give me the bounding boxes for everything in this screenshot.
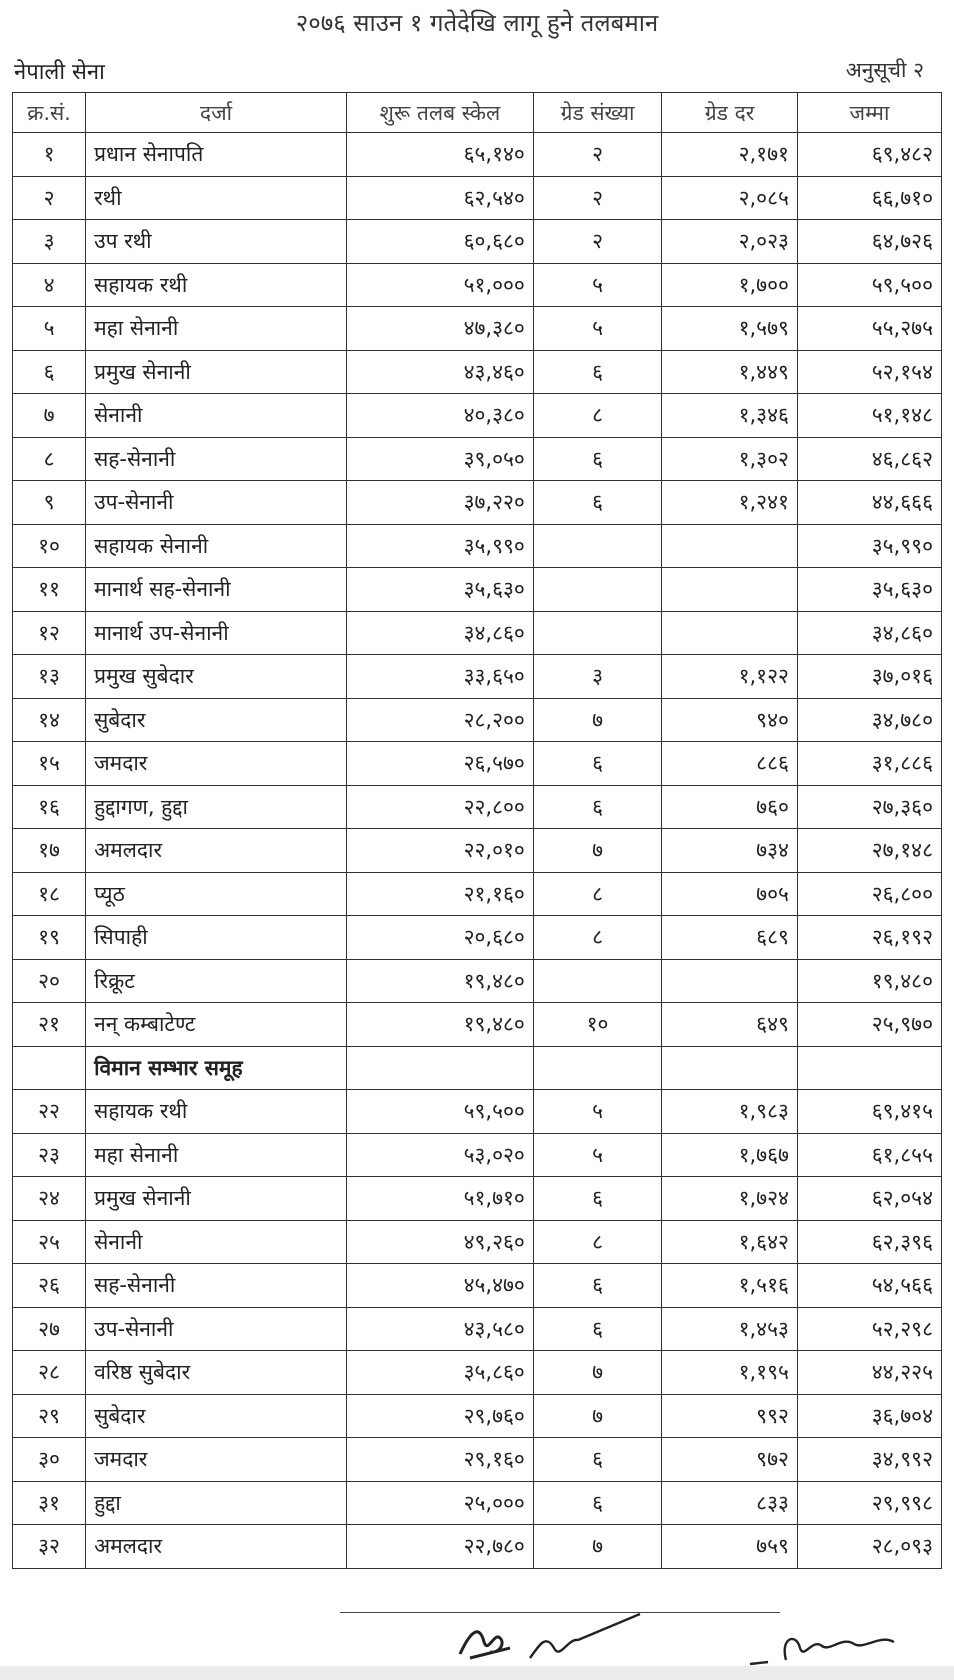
cell-serial: १९ — [13, 916, 86, 960]
cell-grade-count: ५ — [533, 1090, 661, 1134]
cell-serial: १५ — [13, 742, 86, 786]
cell-grade-rate — [662, 568, 798, 612]
cell-total: ५२,१५४ — [797, 350, 941, 394]
cell-starting-scale: ३५,९९० — [347, 524, 534, 568]
cell-grade-rate: १,९८३ — [662, 1090, 798, 1134]
cell-rank: जमदार — [86, 742, 347, 786]
cell-serial: १६ — [13, 785, 86, 829]
table-row — [13, 655, 942, 699]
table-row — [13, 176, 942, 220]
cell-starting-scale: २०,६८० — [347, 916, 534, 960]
cell-total: ५५,२७५ — [797, 307, 941, 351]
cell-starting-scale: २९,७६० — [347, 1394, 534, 1438]
cell-grade-count — [533, 1046, 661, 1090]
table-row — [13, 220, 942, 264]
cell-rank: जमदार — [86, 1438, 347, 1482]
cell-grade-rate: १,१२२ — [662, 655, 798, 699]
cell-starting-scale: २१,१६० — [347, 872, 534, 916]
cell-rank: महा सेनानी — [86, 307, 347, 351]
cell-starting-scale: १९,४८० — [347, 959, 534, 1003]
signature-3 — [750, 1639, 894, 1664]
cell-grade-rate: ७५९ — [662, 1525, 798, 1569]
cell-grade-count: ५ — [533, 307, 661, 351]
cell-grade-count: ६ — [533, 1177, 661, 1221]
cell-grade-count: ६ — [533, 1438, 661, 1482]
cell-grade-count: ६ — [533, 437, 661, 481]
cell-grade-count: २ — [533, 176, 661, 220]
table-row — [13, 1351, 942, 1395]
cell-grade-rate: ८३३ — [662, 1481, 798, 1525]
cell-starting-scale: ३७,२२० — [347, 481, 534, 525]
cell-serial: १० — [13, 524, 86, 568]
cell-serial: १७ — [13, 829, 86, 873]
cell-total: २७,३६० — [797, 785, 941, 829]
cell-grade-count — [533, 959, 661, 1003]
cell-serial: ३१ — [13, 1481, 86, 1525]
cell-grade-rate: ९४० — [662, 698, 798, 742]
cell-total: १९,४८० — [797, 959, 941, 1003]
organization-name: नेपाली सेना — [14, 60, 105, 85]
cell-rank: प्रमुख सुबेदार — [86, 655, 347, 699]
cell-grade-count: ८ — [533, 916, 661, 960]
cell-rank: महा सेनानी — [86, 1133, 347, 1177]
cell-rank: प्रधान सेनापति — [86, 133, 347, 177]
cell-grade-count: ६ — [533, 481, 661, 525]
table-header-row — [13, 93, 942, 133]
cell-total: २५,९७० — [797, 1003, 941, 1047]
cell-total: ६१,८५५ — [797, 1133, 941, 1177]
col-header-starting-scale: शुरू तलब स्केल — [347, 93, 534, 133]
cell-grade-rate: ७६० — [662, 785, 798, 829]
col-header-grade-count: ग्रेड संख्या — [533, 93, 661, 133]
table-row — [13, 437, 942, 481]
cell-rank: सेनानी — [86, 1220, 347, 1264]
col-header-grade-rate: ग्रेड दर — [662, 93, 798, 133]
cell-starting-scale: ४३,५८० — [347, 1307, 534, 1351]
table-row — [13, 1003, 942, 1047]
cell-serial: २५ — [13, 1220, 86, 1264]
cell-grade-count: ५ — [533, 1133, 661, 1177]
cell-grade-rate — [662, 959, 798, 1003]
cell-starting-scale: ४३,४६० — [347, 350, 534, 394]
cell-grade-rate: १,३४६ — [662, 394, 798, 438]
cell-serial: ११ — [13, 568, 86, 612]
cell-rank: विमान सम्भार समूह — [86, 1046, 347, 1090]
signatures — [450, 1608, 950, 1668]
table-row — [13, 1307, 942, 1351]
table-row — [13, 742, 942, 786]
cell-total: ३४,७८० — [797, 698, 941, 742]
cell-total: ४४,६६६ — [797, 481, 941, 525]
cell-grade-count: ८ — [533, 394, 661, 438]
table-section-row — [13, 1046, 942, 1090]
cell-serial: १३ — [13, 655, 86, 699]
cell-grade-rate: १,१९५ — [662, 1351, 798, 1395]
table-row — [13, 1133, 942, 1177]
table-row — [13, 524, 942, 568]
cell-serial: ३० — [13, 1438, 86, 1482]
cell-total: ४६,८६२ — [797, 437, 941, 481]
cell-total: ३५,९९० — [797, 524, 941, 568]
table-row — [13, 785, 942, 829]
cell-rank: नन् कम्बाटेण्ट — [86, 1003, 347, 1047]
cell-rank: प्रमुख सेनानी — [86, 350, 347, 394]
table-row — [13, 1090, 942, 1134]
cell-grade-count: ७ — [533, 829, 661, 873]
cell-starting-scale: ४०,३८० — [347, 394, 534, 438]
cell-rank: उप-सेनानी — [86, 1307, 347, 1351]
cell-serial: २० — [13, 959, 86, 1003]
signature-2 — [530, 1614, 640, 1658]
cell-starting-scale: २८,२०० — [347, 698, 534, 742]
cell-serial: १ — [13, 133, 86, 177]
cell-grade-rate: १,५७९ — [662, 307, 798, 351]
cell-grade-rate: १,७२४ — [662, 1177, 798, 1221]
cell-grade-count: १० — [533, 1003, 661, 1047]
cell-serial: १८ — [13, 872, 86, 916]
cell-grade-rate: १,६४२ — [662, 1220, 798, 1264]
table-row — [13, 350, 942, 394]
cell-rank: अमलदार — [86, 1525, 347, 1569]
table-row — [13, 394, 942, 438]
cell-total: ३४,८६० — [797, 611, 941, 655]
cell-rank: रिक्रूट — [86, 959, 347, 1003]
document-title: २०७६ साउन १ गतेदेखि लागू हुने तलबमान — [295, 9, 659, 37]
cell-rank: सिपाही — [86, 916, 347, 960]
cell-total: २६,८०० — [797, 872, 941, 916]
cell-starting-scale — [347, 1046, 534, 1090]
cell-total: ३६,७०४ — [797, 1394, 941, 1438]
cell-grade-count: ८ — [533, 1220, 661, 1264]
cell-grade-rate: २,०८५ — [662, 176, 798, 220]
cell-starting-scale: ३५,८६० — [347, 1351, 534, 1395]
cell-total: ३४,९९२ — [797, 1438, 941, 1482]
cell-serial: ४ — [13, 263, 86, 307]
cell-rank: वरिष्ठ सुबेदार — [86, 1351, 347, 1395]
cell-total — [797, 1046, 941, 1090]
cell-grade-rate: १,२४१ — [662, 481, 798, 525]
col-header-total: जम्मा — [797, 93, 941, 133]
cell-rank: सहायक रथी — [86, 1090, 347, 1134]
cell-starting-scale: ६२,५४० — [347, 176, 534, 220]
cell-serial: २ — [13, 176, 86, 220]
table-row — [13, 611, 942, 655]
cell-rank: उप-सेनानी — [86, 481, 347, 525]
cell-grade-rate: १,७०० — [662, 263, 798, 307]
cell-grade-count: ६ — [533, 1264, 661, 1308]
cell-rank: सुबेदार — [86, 1394, 347, 1438]
cell-rank: सह-सेनानी — [86, 1264, 347, 1308]
cell-grade-rate: ६८९ — [662, 916, 798, 960]
cell-total: ३७,०१६ — [797, 655, 941, 699]
cell-rank: सुबेदार — [86, 698, 347, 742]
cell-serial: २२ — [13, 1090, 86, 1134]
table-row — [13, 1177, 942, 1221]
cell-rank: सहायक रथी — [86, 263, 347, 307]
table-row — [13, 829, 942, 873]
col-header-serial: क्र.सं. — [13, 93, 86, 133]
table-row — [13, 481, 942, 525]
cell-grade-rate: ९७२ — [662, 1438, 798, 1482]
table-row — [13, 568, 942, 612]
table-row — [13, 1220, 942, 1264]
cell-rank: सेनानी — [86, 394, 347, 438]
cell-rank: अमलदार — [86, 829, 347, 873]
cell-starting-scale: ३५,६३० — [347, 568, 534, 612]
cell-starting-scale: २५,००० — [347, 1481, 534, 1525]
cell-total: ६२,०५४ — [797, 1177, 941, 1221]
cell-serial: १२ — [13, 611, 86, 655]
cell-total: २८,०९३ — [797, 1525, 941, 1569]
cell-grade-rate: २,०२३ — [662, 220, 798, 264]
cell-serial — [13, 1046, 86, 1090]
cell-total: ५१,१४८ — [797, 394, 941, 438]
cell-starting-scale: २९,१६० — [347, 1438, 534, 1482]
cell-starting-scale: ५९,५०० — [347, 1090, 534, 1134]
table-row — [13, 872, 942, 916]
cell-grade-count: ६ — [533, 1307, 661, 1351]
cell-starting-scale: २२,७८० — [347, 1525, 534, 1569]
cell-total: ५९,५०० — [797, 263, 941, 307]
cell-rank: मानार्थ सह-सेनानी — [86, 568, 347, 612]
signature-1 — [460, 1632, 510, 1658]
cell-rank: प्रमुख सेनानी — [86, 1177, 347, 1221]
cell-serial: ३ — [13, 220, 86, 264]
cell-rank: उप रथी — [86, 220, 347, 264]
cell-total: २७,१४८ — [797, 829, 941, 873]
cell-total: ५४,५६६ — [797, 1264, 941, 1308]
cell-grade-count: ६ — [533, 350, 661, 394]
table-row — [13, 698, 942, 742]
cell-grade-count: ८ — [533, 872, 661, 916]
cell-rank: मानार्थ उप-सेनानी — [86, 611, 347, 655]
table-row — [13, 1264, 942, 1308]
cell-grade-rate: २,१७१ — [662, 133, 798, 177]
table-row — [13, 1438, 942, 1482]
table-row — [13, 1394, 942, 1438]
cell-rank: सहायक सेनानी — [86, 524, 347, 568]
cell-serial: ३२ — [13, 1525, 86, 1569]
cell-grade-count: ७ — [533, 698, 661, 742]
cell-grade-count: ७ — [533, 1394, 661, 1438]
cell-serial: २८ — [13, 1351, 86, 1395]
col-header-rank: दर्जा — [86, 93, 347, 133]
cell-starting-scale: ४९,२६० — [347, 1220, 534, 1264]
cell-grade-rate: १,३०२ — [662, 437, 798, 481]
cell-grade-rate: १,५१६ — [662, 1264, 798, 1308]
table-row — [13, 959, 942, 1003]
cell-serial: २१ — [13, 1003, 86, 1047]
cell-serial: ७ — [13, 394, 86, 438]
table-row — [13, 1525, 942, 1569]
cell-grade-count — [533, 568, 661, 612]
annex-label: अनुसूची २ — [845, 58, 924, 82]
cell-serial: १४ — [13, 698, 86, 742]
cell-rank: सह-सेनानी — [86, 437, 347, 481]
cell-grade-rate: १,४४९ — [662, 350, 798, 394]
cell-serial: २३ — [13, 1133, 86, 1177]
table-row — [13, 307, 942, 351]
cell-rank: हुद्दा — [86, 1481, 347, 1525]
table-row — [13, 263, 942, 307]
cell-starting-scale: ३९,०५० — [347, 437, 534, 481]
cell-starting-scale: २२,०१० — [347, 829, 534, 873]
cell-starting-scale: २६,५७० — [347, 742, 534, 786]
cell-total: ६९,४१५ — [797, 1090, 941, 1134]
cell-grade-count: ७ — [533, 1351, 661, 1395]
cell-serial: २७ — [13, 1307, 86, 1351]
cell-grade-rate: ७३४ — [662, 829, 798, 873]
table-row — [13, 1481, 942, 1525]
cell-starting-scale: ५३,०२० — [347, 1133, 534, 1177]
cell-grade-count: २ — [533, 133, 661, 177]
cell-serial: ५ — [13, 307, 86, 351]
cell-starting-scale: ५१,७१० — [347, 1177, 534, 1221]
cell-starting-scale: ६५,१४० — [347, 133, 534, 177]
cell-total: ३५,६३० — [797, 568, 941, 612]
cell-grade-count — [533, 611, 661, 655]
cell-grade-rate — [662, 1046, 798, 1090]
cell-grade-rate: ६४९ — [662, 1003, 798, 1047]
cell-total: ६२,३९६ — [797, 1220, 941, 1264]
cell-serial: ८ — [13, 437, 86, 481]
cell-starting-scale: ५१,००० — [347, 263, 534, 307]
cell-grade-rate: १,४५३ — [662, 1307, 798, 1351]
cell-total: ३१,८८६ — [797, 742, 941, 786]
cell-starting-scale: १९,४८० — [347, 1003, 534, 1047]
cell-total: ६६,७१० — [797, 176, 941, 220]
cell-grade-count: ६ — [533, 785, 661, 829]
cell-serial: २४ — [13, 1177, 86, 1221]
table-body — [13, 133, 942, 1569]
cell-grade-rate — [662, 611, 798, 655]
cell-rank: रथी — [86, 176, 347, 220]
cell-grade-rate: ८८६ — [662, 742, 798, 786]
cell-total: २९,९९८ — [797, 1481, 941, 1525]
cell-grade-rate: ९९२ — [662, 1394, 798, 1438]
cell-total: ६९,४८२ — [797, 133, 941, 177]
cell-grade-count: ७ — [533, 1525, 661, 1569]
cell-serial: ९ — [13, 481, 86, 525]
table-row — [13, 916, 942, 960]
cell-rank: हुद्दागण, हुद्दा — [86, 785, 347, 829]
cell-starting-scale: ४५,४७० — [347, 1264, 534, 1308]
cell-grade-rate: ७०५ — [662, 872, 798, 916]
cell-serial: २६ — [13, 1264, 86, 1308]
table-row — [13, 133, 942, 177]
cell-rank: प्यूठ — [86, 872, 347, 916]
cell-grade-count: ३ — [533, 655, 661, 699]
cell-grade-count — [533, 524, 661, 568]
salary-table — [12, 92, 942, 1569]
cell-starting-scale: २२,८०० — [347, 785, 534, 829]
cell-grade-count: ६ — [533, 1481, 661, 1525]
cell-starting-scale: ३३,६५० — [347, 655, 534, 699]
cell-starting-scale: ६०,६८० — [347, 220, 534, 264]
cell-serial: २९ — [13, 1394, 86, 1438]
cell-total: २६,१९२ — [797, 916, 941, 960]
cell-grade-count: ६ — [533, 742, 661, 786]
cell-grade-count: ५ — [533, 263, 661, 307]
cell-starting-scale: ४७,३८० — [347, 307, 534, 351]
cell-total: ६४,७२६ — [797, 220, 941, 264]
cell-grade-count: २ — [533, 220, 661, 264]
footer-strip — [0, 1666, 954, 1680]
cell-starting-scale: ३४,८६० — [347, 611, 534, 655]
cell-grade-rate — [662, 524, 798, 568]
cell-serial: ६ — [13, 350, 86, 394]
cell-grade-rate: १,७६७ — [662, 1133, 798, 1177]
cell-total: ५२,२९८ — [797, 1307, 941, 1351]
cell-total: ४४,२२५ — [797, 1351, 941, 1395]
